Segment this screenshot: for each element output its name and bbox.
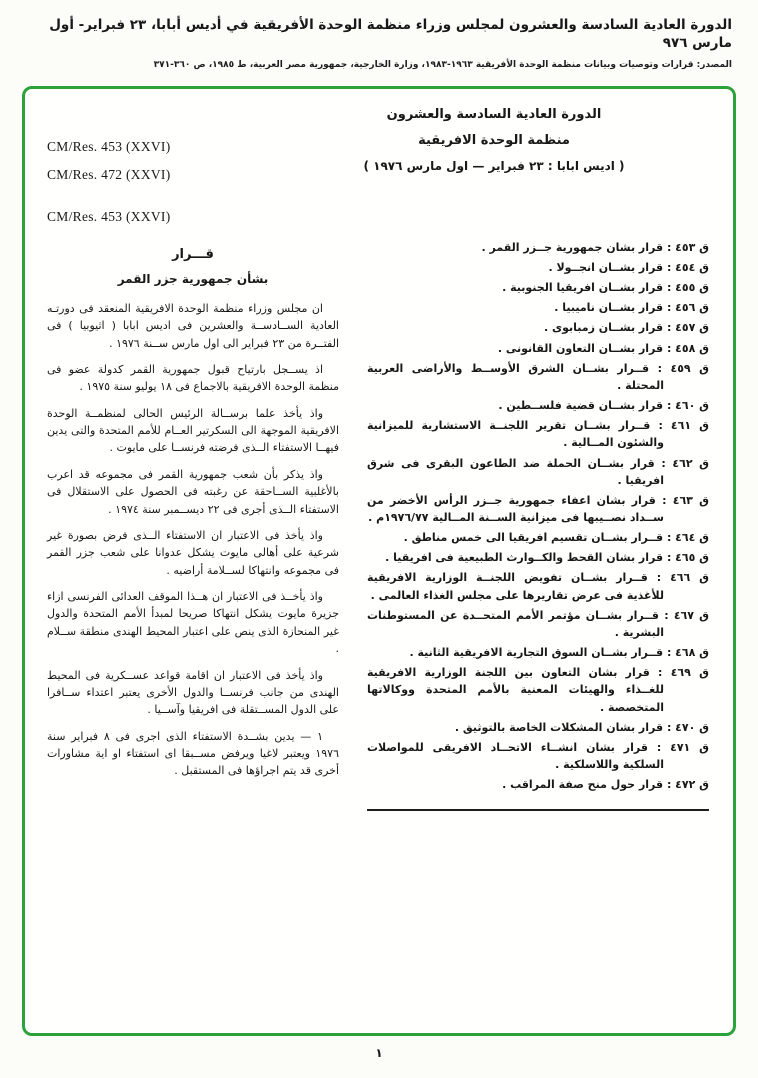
resolution-text: قرار بشــان انجــولا . xyxy=(548,260,664,274)
article-paragraph: واذ يأخــذ فى الاعتبار ان هــذا الموقف العدائى الفرنسى ازاء جزيرة مايوت يشكل انتهاكا صريحا لمبدأ الأمم المتحدة والدول غير المنحازة الذى ينص على اعتبار المحيط الهندى منطقة ســلام . xyxy=(47,590,339,656)
session-header-line: الدورة العادية السادسة والعشرون لمجلس وزراء منظمة الوحدة الأفريقية في أديس أبابا، ٢٣ فبراير- أول مارس ٩٧٦ xyxy=(49,17,732,52)
resolution-item xyxy=(367,607,709,641)
resolution-ref: ق ٤٥٣ : xyxy=(666,240,709,254)
resolution-item xyxy=(367,397,709,414)
session-title: الدورة العادية السادسة والعشرون xyxy=(386,107,602,123)
article-paragraph: اذ يســجل بارتياح قبول جمهورية القمر كدولة عضو فى منظمة الوحدة الافريقية بالاجماع فى ١٨ يوليو سنة ١٩٧٥ . xyxy=(47,362,339,394)
resolution-text: قرار بشــان زمبابوى . xyxy=(544,321,664,335)
footnote-rule xyxy=(367,809,709,811)
resolution-ref: ق ٤٥٩ : xyxy=(657,361,709,375)
resolution-text: قرار بشــان ناميبيا . xyxy=(554,301,664,315)
resolution-ref: ق ٤٥٦ : xyxy=(666,301,709,315)
resolution-ref: ق ٤٥٨ : xyxy=(666,341,709,355)
resolution-text: قرار بشان التعاون بين اللجنة الوزارية الافريقية للغــذاء والهيئات المعنية بالأمم المتحدة ووكالاتها المتخصصة . xyxy=(367,666,664,714)
article-paragraph: ١ — يدين بشــدة الاستفتاء الذى اجرى فى ٨ فبراير سنة ١٩٧٦ ويعتبر لاغيا ويرفض مســبقا اى استفتاء او اية مشاورات أخرى قد يتم اجراؤها فى المستقبل . xyxy=(47,729,339,778)
resolution-text: قــرار بشــان تقرير اللجنــة الاستشارية للميزانية والشئون المــالية . xyxy=(367,419,664,450)
resolution-item xyxy=(367,239,709,256)
resolutions-index-column xyxy=(367,239,709,812)
resolution-article-column xyxy=(47,239,339,812)
page-header xyxy=(14,16,744,70)
resolution-ref: ق ٤٧٢ : xyxy=(666,778,709,792)
frame-header xyxy=(47,107,709,188)
article-paragraph: واذ يأخذ علما برســالة الرئيس الحالى لمنظمــة الوحدة الافريقية الموجهة الى السكرتير العــام للأمم المتحدة والتى يدين فيهــا الاستفتاء الــذى فرضته فرنســا على مايوت . xyxy=(47,406,339,455)
resolution-text: قــرار بشــان تقسيم افريقيا الى خمس مناطق . xyxy=(403,531,664,545)
resolution-item xyxy=(367,360,709,394)
resolution-ref: ق ٤٦١ : xyxy=(658,419,709,433)
resolution-ref: ق ٤٦٥ : xyxy=(666,551,709,565)
resolution-ref: ق ٤٦٨ : xyxy=(666,646,709,660)
resolution-ref: ق ٤٦٧ : xyxy=(664,608,709,622)
organization-title: منظمة الوحدة الافريقية xyxy=(418,133,570,149)
resolution-ref: ق ٤٦٠ : xyxy=(666,399,709,413)
resolution-item xyxy=(367,492,709,526)
resolution-ref: ق ٤٦٦ : xyxy=(656,571,709,585)
resolution-text: قــرار بشــان تفويض اللجنــة الوزارية الافريقية للأغذية فى عرض تقاريرها على مجلس الغذاء العالمى . xyxy=(367,571,664,602)
resolution-text: قــرار بشــان مؤتمر الأمم المتحــدة عن المستوطنات البشرية . xyxy=(367,608,664,639)
article-title: قـــرار xyxy=(172,246,214,262)
resolution-item xyxy=(367,664,709,715)
source-citation-line: المصدر: قرارات وتوصيات وبيانات منظمة الوحدة الأفريقية ١٩٦٣-١٩٨٣، وزارة الخارجية، جمهورية مصر العربية، ط ١٩٨٥، ص ٣٦٠-٣٧١ xyxy=(153,60,732,71)
resolution-ref: ق ٤٦٢ : xyxy=(661,456,709,470)
ref-cm-res-472: CM/Res. 472 (XXVI) xyxy=(47,167,171,183)
two-column-body xyxy=(47,239,709,812)
resolution-text: قرار بشــان قضية فلســطين . xyxy=(498,399,664,413)
resolution-item xyxy=(367,719,709,736)
page-number: ١ xyxy=(375,1046,383,1061)
resolution-item xyxy=(367,776,709,793)
resolution-ref: ق ٤٥٧ : xyxy=(666,321,709,335)
resolution-item xyxy=(367,739,709,773)
resolution-text: قرار بشان المشكلات الخاصة بالتوثيق . xyxy=(454,720,664,734)
article-paragraph: واذ يأخذ فى الاعتبار ان اقامة قواعد عســكرية فى المحيط الهندى من جانب فرنســا والدول الأخرى يعتبر اعتداء ســافرا على الدول المســتقلة فى افريقيا وآســيا . xyxy=(47,668,339,717)
article-paragraph: واذ يذكر بأن شعب جمهورية القمر فى مجموعه قد اعرب بالأغلبية الســاحقة عن رغبته فى الحصول على الاستقلال فى الاستفتاء الــذى أجرى فى ٢٢ ديســمبر سنة ١٩٧٤ . xyxy=(47,467,339,516)
resolution-ref: ق ٤٧٠ : xyxy=(666,720,709,734)
venue-date-line: ( اديس ابابا : ٢٣ فبراير — اول مارس ١٩٧٦ ) xyxy=(363,159,625,174)
resolution-ref: ق ٤٦٩ : xyxy=(658,666,709,680)
resolution-item xyxy=(367,569,709,603)
resolution-item xyxy=(367,259,709,276)
article-paragraph: ان مجلس وزراء منظمة الوحدة الافريقية المنعقد فى دورتـه العادية الســادســة والعشرين فى اديس ابابا ( اثيوبيا ) فى الفتــرة من ٢٣ فبراير الى اول مارس ســنة ١٩٧٦ . xyxy=(47,301,339,350)
resolution-ref: ق ٤٦٣ : xyxy=(662,493,709,507)
resolution-text: قرار بشان اعفاء جمهورية جــزر الرأس الأخضر من ســداد نصــيبها فى ميزانية الســنة المــالية ١٩٧٦/٧٧م . xyxy=(367,493,664,524)
resolution-ref: ق ٤٦٤ : xyxy=(666,531,709,545)
resolution-text: قرار بشان القحط والكــوارث الطبيعية فى افريقيا . xyxy=(385,551,664,565)
resolution-item xyxy=(367,417,709,451)
resolution-text: قرار بشان انشــاء الاتحــاد الافريقى للمواصلات السلكية واللاسلكية . xyxy=(367,740,664,771)
document-frame xyxy=(22,86,736,1036)
resolution-text: قرار بشــان افريقيا الجنوبية . xyxy=(502,281,664,295)
resolution-text: قرار حول منح صفة المراقب . xyxy=(502,778,664,792)
resolution-item xyxy=(367,529,709,546)
resolution-text: قرار بشان جمهورية جــزر القمر . xyxy=(481,240,664,254)
resolution-item xyxy=(367,549,709,566)
resolution-text: قــرار بشــان الشرق الأوســط والأراضى العربية المحتلة . xyxy=(367,361,664,392)
resolution-text: قرار بشــان التعاون القانونى . xyxy=(497,341,664,355)
document-titles xyxy=(329,107,659,173)
resolution-item xyxy=(367,299,709,316)
article-paragraph: واذ يأخذ فى الاعتبار ان الاستفتاء الــذى فرض بصورة غير شرعية على أهالى مايوت يشكل عدوانا على شعب جزر القمر فى مجموعه وانتهاكا لســلامة أراضيه . xyxy=(47,528,339,577)
reference-block xyxy=(47,133,171,188)
resolution-item xyxy=(367,319,709,336)
resolution-item xyxy=(367,340,709,357)
resolution-ref: ق ٤٧١ : xyxy=(656,740,709,754)
ref-cm-res-453: CM/Res. 453 (XXVI) xyxy=(47,139,171,155)
article-reference: CM/Res. 453 (XXVI) xyxy=(47,208,171,224)
article-subtitle: بشأن جمهورية جزر القمر xyxy=(117,271,269,286)
resolution-text: قــرار بشــان السوق التجارية الافريقية الثانية . xyxy=(409,646,664,660)
resolution-ref: ق ٤٥٥ : xyxy=(666,281,709,295)
resolution-item xyxy=(367,455,709,489)
resolution-item xyxy=(367,644,709,661)
resolution-ref: ق ٤٥٤ : xyxy=(666,260,709,274)
resolution-text: قرار بشــان الحملة ضد الطاعون البقرى فى شرق افريقيا . xyxy=(367,456,664,487)
resolution-item xyxy=(367,279,709,296)
